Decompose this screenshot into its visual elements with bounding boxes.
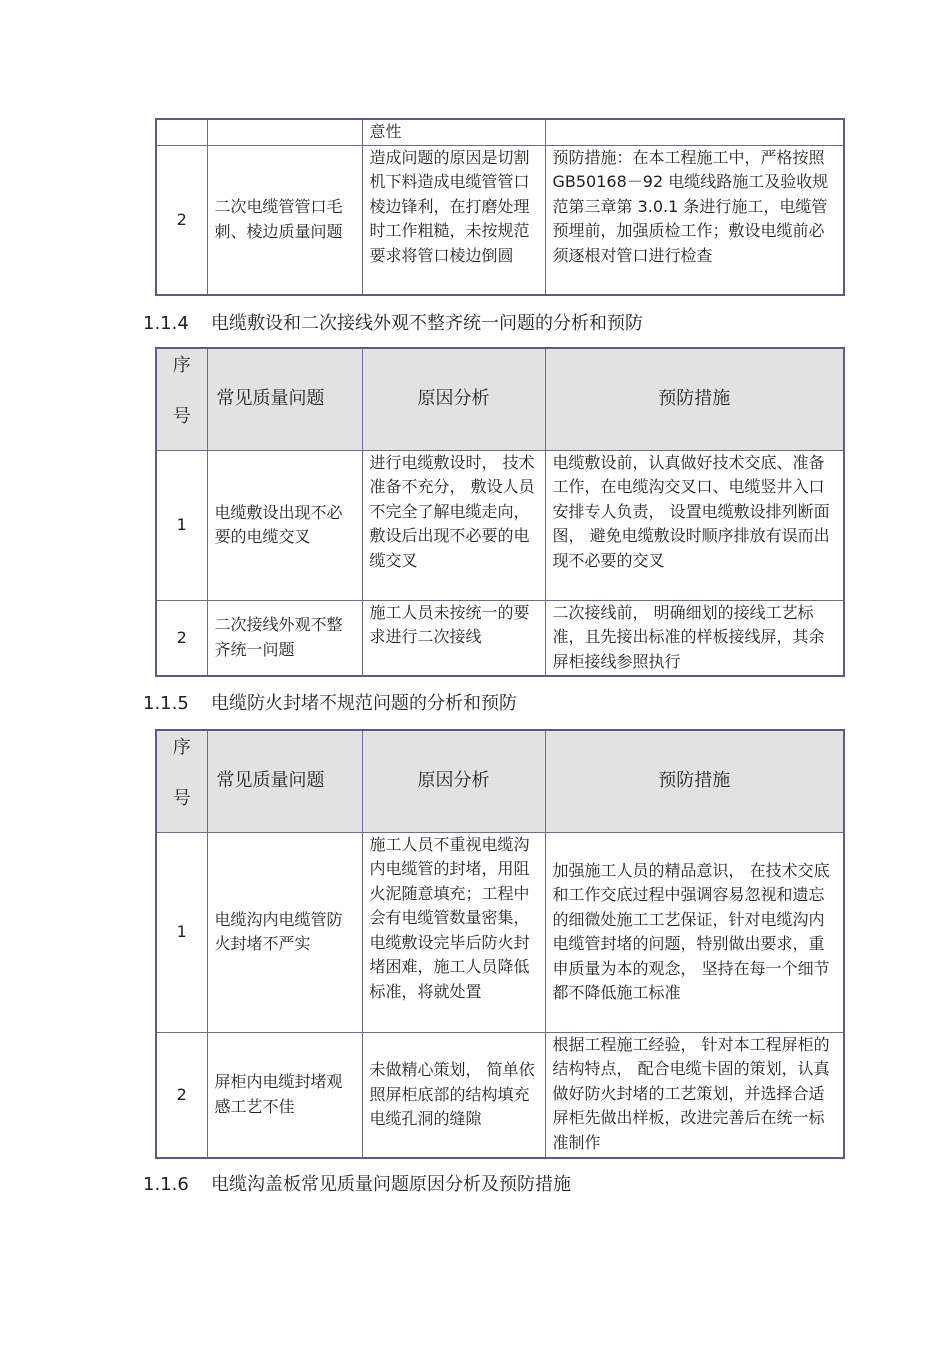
row-number: [156, 119, 207, 145]
header-cause: 原因分析: [362, 730, 545, 832]
header-measure: 预防措施: [545, 730, 844, 832]
table-header-row: [156, 348, 844, 450]
section-heading-1-1-6: [143, 1173, 571, 1197]
row-number: 1: [156, 832, 207, 1032]
cause-cell: 施工人员不重视电缆沟内电缆管的封堵，用阻火泥随意填充；工程中会有电缆管数量密集， 电缆敷设完毕后防火封堵困难，施工人员降低标准，将就处置: [362, 832, 545, 1032]
table-row: [156, 832, 844, 1032]
problem-cell: 屏柜内电缆封堵观感工艺不佳: [207, 1032, 362, 1158]
measure-cell: 加强施工人员的精品意识， 在技术交底和工作交底过程中强调容易忽视和遗忘的细微处施工工艺保证，针对电缆沟内电缆管封堵的问题，特别做出要求，重申质量为本的观念， 坚持在每一个细节都不降低施工标准: [545, 832, 844, 1032]
header-problem: 常见质量问题: [207, 730, 362, 832]
header-measure: 预防措施: [545, 348, 844, 450]
section-heading-1-1-4: [143, 312, 643, 336]
problem-cell: [207, 119, 362, 145]
header-seq: 序 号: [156, 730, 207, 832]
measure-cell: 二次接线前， 明确细划的接线工艺标准，且先接出标准的样板接线屏，其余屏柜接线参照执行: [545, 600, 844, 676]
cause-cell: 意性: [362, 119, 545, 145]
measure-cell: 电缆敷设前，认真做好技术交底、准备工作，在电缆沟交叉口、电缆竖井入口安排专人负责， 设置电缆敷设排列断面图， 避免电缆敷设时顺序排放有误而出现不必要的交叉: [545, 450, 844, 600]
section-number: 1.1.5: [143, 693, 189, 714]
cause-cell: 未做精心策划， 简单依照屏柜底部的结构填充电缆孔洞的缝隙: [362, 1032, 545, 1158]
problem-cell: 电缆敷设出现不必要的电缆交叉: [207, 450, 362, 600]
table-cable-conduit-continued: [155, 118, 845, 296]
header-problem: 常见质量问题: [207, 348, 362, 450]
table-row: [156, 1032, 844, 1158]
cause-cell: 进行电缆敷设时， 技术准备不充分， 敷设人员不完全了解电缆走向，敷设后出现不必要的电缆交叉: [362, 450, 545, 600]
problem-cell: 二次接线外观不整齐统一问题: [207, 600, 362, 676]
row-number: 2: [156, 145, 207, 295]
problem-cell: 二次电缆管管口毛刺、棱边质量问题: [207, 145, 362, 295]
row-number: 1: [156, 450, 207, 600]
table-row: [156, 450, 844, 600]
cause-cell: 施工人员未按统一的要求进行二次接线: [362, 600, 545, 676]
table-cable-laying: [155, 347, 845, 677]
section-number: 1.1.4: [143, 313, 189, 334]
measure-cell: 根据工程施工经验， 针对本工程屏柜的结构特点， 配合电缆卡固的策划，认真做好防火封堵的工艺策划，并选择合适屏柜先做出样板，改进完善后在统一标准制作: [545, 1032, 844, 1158]
section-title: 电缆沟盖板常见质量问题原因分析及预防措施: [211, 1174, 571, 1195]
table-row: [156, 145, 844, 295]
cause-cell: 造成问题的原因是切割机下料造成电缆管管口棱边锋利，在打磨处理时工作粗糙，未按规范要求将管口棱边倒圆: [362, 145, 545, 295]
section-heading-1-1-5: [143, 692, 517, 716]
table-fire-sealing: [155, 729, 845, 1159]
header-cause: 原因分析: [362, 348, 545, 450]
header-seq: 序 号: [156, 348, 207, 450]
problem-cell: 电缆沟内电缆管防火封堵不严实: [207, 832, 362, 1032]
section-title: 电缆防火封堵不规范问题的分析和预防: [211, 693, 517, 714]
section-number: 1.1.6: [143, 1174, 189, 1195]
row-number: 2: [156, 1032, 207, 1158]
measure-cell: 预防措施：在本工程施工中，严格按照 GB50168－92 电缆线路施工及验收规范第三章第 3.0.1 条进行施工，电缆管预埋前，加强质检工作；敷设电缆前必须逐根对管口进行检查: [545, 145, 844, 295]
section-title: 电缆敷设和二次接线外观不整齐统一问题的分析和预防: [211, 313, 643, 334]
row-number: 2: [156, 600, 207, 676]
measure-cell: [545, 119, 844, 145]
table-row: [156, 119, 844, 145]
table-row: [156, 600, 844, 676]
table-header-row: [156, 730, 844, 832]
